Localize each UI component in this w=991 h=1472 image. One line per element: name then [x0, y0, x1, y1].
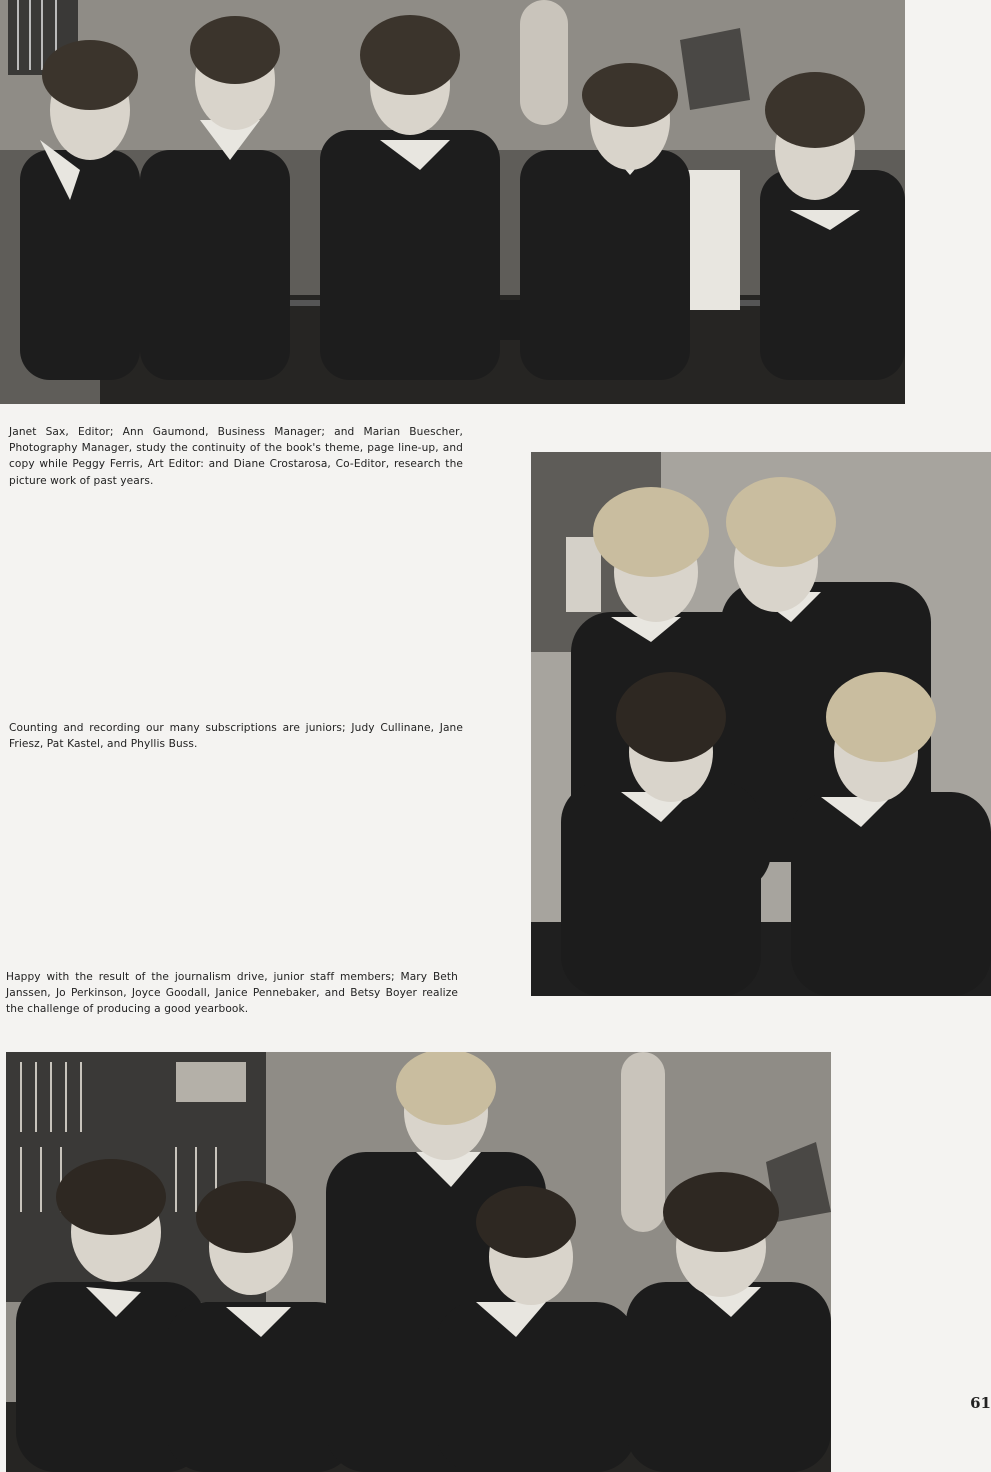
- photo-subscriptions-graphic: [531, 452, 991, 996]
- caption-editors: Janet Sax, Editor; Ann Gaumond, Business Manager; and Marian Buescher, Photography Manager, study the continuity of the book's theme, page line-up, and copy while Peggy Ferris, Art Editor: and Diane Crostarosa, Co-Editor, research the picture work of past years.: [9, 426, 463, 487]
- photo-junior-staff-graphic: [6, 1052, 831, 1472]
- photo-subscriptions-group: [531, 452, 991, 996]
- photo-editors-graphic: [0, 0, 905, 404]
- page-number: 61: [970, 1394, 991, 1412]
- photo-junior-staff-group: [6, 1052, 831, 1472]
- caption-subscriptions: Counting and recording our many subscriptions are juniors; Judy Cullinane, Jane Friesz, Pat Kastel, and Phyllis Buss.: [9, 722, 463, 751]
- photo-editors-group: [0, 0, 905, 404]
- caption-junior-staff: Happy with the result of the journalism drive, junior staff members; Mary Beth Janssen, Jo Perkinson, Joyce Goodall, Janice Pennebaker, and Betsy Boyer realize the challenge of producing a good yearbook.: [6, 971, 458, 1016]
